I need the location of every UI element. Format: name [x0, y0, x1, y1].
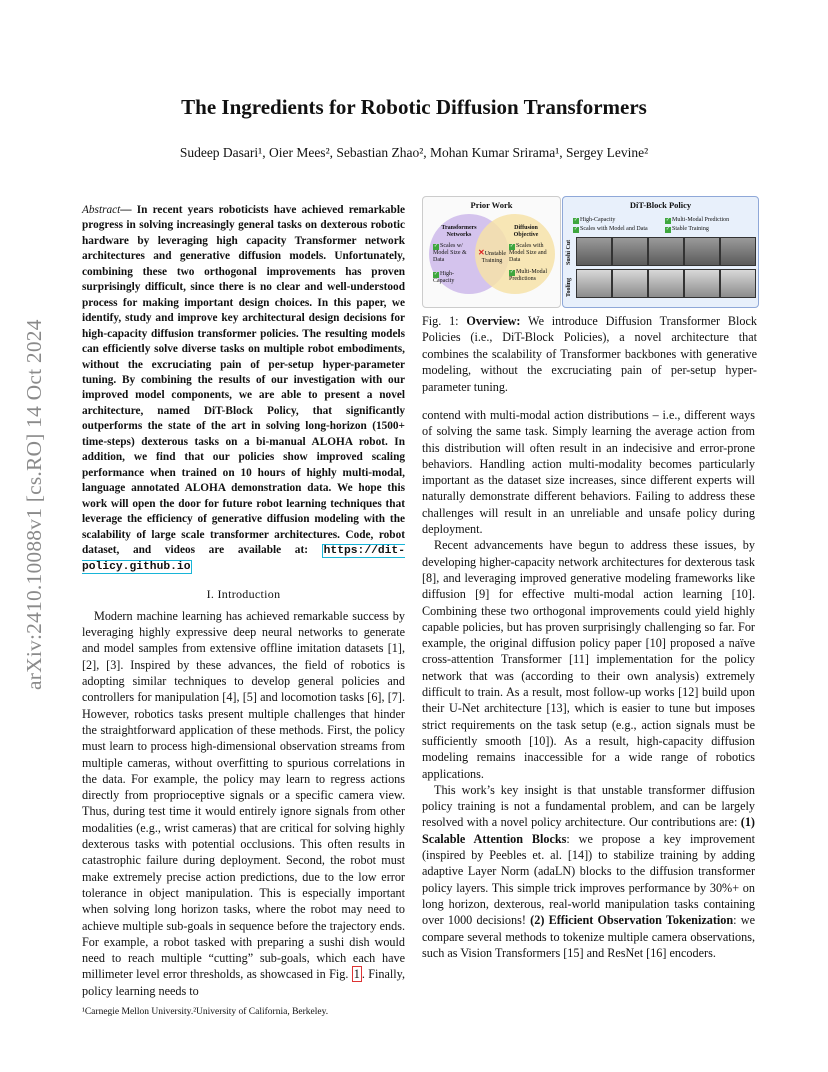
- check-icon: ✓: [433, 272, 439, 277]
- check-icon: ✓: [509, 244, 515, 249]
- diffusion-item: ✓ Scales with Model Size and Data: [509, 243, 547, 263]
- section-heading-introduction: I. Introduction: [206, 586, 281, 601]
- unstable-training: ✕Unstable Training: [477, 248, 507, 264]
- robot-photo: [612, 269, 648, 298]
- right-paragraph: contend with multi-modal action distributions – i.e., different ways of solving the same task. Simply learning the average action from this distribution will often result in an indecisive and error-prone behaviors. Handling action multi-modality becomes particularly important as the dataset size increases, since different experts will naturally demonstrate different behaviors. Failing to address these challenges will result in an unreliable and unsafe policy during deployment.: [422, 408, 755, 537]
- figure-ref-link[interactable]: 1: [353, 967, 360, 982]
- transformers-item: ✓ High-Capacity: [433, 271, 455, 284]
- robot-photo: [576, 237, 612, 266]
- arxiv-stamp: arXiv:2410.10088v1 [cs.RO] 14 Oct 2024: [22, 319, 46, 690]
- robot-photo: [612, 237, 648, 266]
- robot-photo: [648, 237, 684, 266]
- robot-photo: [684, 237, 720, 266]
- dit-block-title: DiT-Block Policy: [629, 200, 692, 210]
- author-list: Sudeep Dasari¹, Oier Mees², Sebastian Zhao², Mohan Kumar Srirama¹, Sergey Levine²: [179, 145, 649, 160]
- right-column: [422, 407, 755, 961]
- intro-paragraph-end: . Finally, policy learning needs to: [82, 967, 406, 998]
- figure-caption: Fig. 1: Overview: We introduce Diffusion Transformer Block Policies (i.e., DiT-Block Policies), a novel architecture that combines the scalability of Transformer backbones with generative modeling, without the excruciating pain of per-setup hyper-parameter tuning.: [422, 314, 757, 394]
- x-icon: ✕: [477, 248, 485, 257]
- abstract-label: Abstract: [82, 204, 121, 216]
- affiliation-footnote: ¹Carnegie Mellon University.²University of California, Berkeley.: [82, 1007, 329, 1017]
- transformers-label: Transformers Networks: [441, 225, 477, 238]
- prior-work-panel: [422, 196, 561, 308]
- robot-photo: [648, 269, 684, 298]
- dit-feature: ✓ High-Capacity: [573, 217, 616, 223]
- transformers-item: ✓ Scales w/ Model Size & Data: [433, 243, 467, 263]
- dit-block-panel: [562, 196, 759, 308]
- robot-photo: [684, 269, 720, 298]
- robot-photo: [720, 269, 756, 298]
- intro-paragraph: Modern machine learning has achieved remarkable success by leveraging highly expressive deep neural networks to generate and model samples from extensive offline imitation datasets [1], [2], [3]. Inspired by these advances, the field of robotics is adopting similar techniques to develop general policies and controllers for manipulation [4], [5] and locomotion tasks [6], [7]. However, robotics tasks present multiple challenges that hinder the straightforward application of these methods. First, the policy must learn to process high-dimensional observation streams from multiple cameras, without overfitting to spurious correlations in the data. For example, the policy may learn to regress actions directly from proprioceptive signals or a specific camera view. Thus, during test time it would entirely ignore signals from other modalities (e.g., wrist cameras) that are critical for solving highly dexterous tasks with potential occlusions. This often results in catastrophic failure during deployment. Second, the robot must make extremely precise action predictions, due to the low error tolerance in object manipulation. This is especially important when solving long horizon tasks, where the robot may need to achieve multiple sub-goals in sequence before the trajectory ends. For example, a robot tasked with preparing a sushi dish would need to reach multiple “cutting” sub-goals, which each have millimeter level error thresholds, as showcased in Fig.: [82, 608, 405, 982]
- row-label-tooling: Tooling: [566, 277, 572, 297]
- dit-feature: ✓ Stable Training: [665, 226, 709, 232]
- project-url-link[interactable]: https://dit-policy.github.io: [82, 544, 405, 574]
- row-label-sushi: Sushi Cut: [566, 239, 572, 265]
- dit-feature: ✓ Multi-Modal Prediction: [665, 217, 730, 223]
- robot-photo: [720, 237, 756, 266]
- right-paragraph: Recent advancements have begun to address these issues, by developing higher-capacity network architectures for dexterous task [8], and leveraging improved generative modeling frameworks like diffusion [9] for effective multi-modal action learning [10]. Combining these two orthogonal improvements could yield highly capable policies, but has proven surprisingly challenging so far. For example, the original diffusion policy paper [10] proposed a naïve cross-attention Transformer [11] implementation for the policy network that was (according to their own analysis) extremely difficult to train. As a result, most follow-up works [12] build upon their U-Net architecture [13], which is easier to tune but imposes strict requirements on the task setup (e.g., action signals must be sufficiently smooth [10]). As a result, high-capacity diffusion modeling remains inaccessible for a wide range of robotics applications.: [422, 538, 755, 781]
- check-icon: ✓: [665, 218, 671, 223]
- paper-title: The Ingredients for Robotic Diffusion Transformers: [181, 95, 647, 119]
- prior-work-title: Prior Work: [470, 200, 513, 210]
- check-icon: ✓: [573, 218, 579, 223]
- check-icon: ✓: [573, 227, 579, 232]
- intro-left-text: [82, 608, 405, 999]
- abstract: [82, 203, 405, 576]
- robot-photo: [576, 269, 612, 298]
- diffusion-item: ✓ Multi-Modal Predictions: [509, 269, 547, 282]
- check-icon: ✓: [433, 244, 439, 249]
- contributions-paragraph: This work’s key insight is that unstable transformer diffusion policy training is not a fundamental problem, and can be largely resolved with a novel policy architecture. Our contributions are: (1) Scalable Attention Blocks: we propose a key improvement (inspired by Peebles et. al. [14]) to stabilize training by adding adaptive Layer Norm (adaLN) blocks to the diffusion transformer policy layers. This simple trick improves performance by 30%+ on long horizon, dexterous, real-world manipulation tasks containing over 1000 decisions! (2) Efficient Observation Tokenization: we compare several methods to tokenize multiple camera observations, such as Vision Transformers [15] and ResNet [16] encoders.: [422, 782, 755, 960]
- dit-feature: ✓ Scales with Model and Data: [573, 226, 648, 232]
- check-icon: ✓: [665, 227, 671, 232]
- abstract-text: — In recent years roboticists have achieved remarkable progress in solving increasingly general tasks on dexterous robotic hardware by leveraging high capacity Transformer network architectures and generative diffusion models. Unfortunately, combining these two orthogonal improvements has proven surprisingly difficult, since there is no clear and well-understood process for making important design choices. In this paper, we identify, study and improve key architectural design decisions for high-capacity diffusion transformer policies. The resulting models can efficiently solve diverse tasks on multiple robot embodiments, without the excruciating pain of per-setup hyper-parameter tuning. By combining the results of our investigation with our improved model components, we are able to present a novel architecture, named DiT-Block Policy, that significantly outperforms the state of the art in solving long-horizon (1500+ time-steps) dexterous tasks on a bi-manual ALOHA robot. In addition, we find that our policies show improved scaling performance when trained on 10 hours of highly multi-modal, language annotated ALOHA demonstration data. We hope this work will open the door for future robot learning techniques that leverage the efficiency of generative diffusion modeling with the scalability of large scale transformer architectures. Code, robot dataset, and videos are available at:: [82, 204, 405, 556]
- check-icon: ✓: [509, 270, 515, 275]
- figure-overview: [422, 196, 757, 306]
- left-column: [82, 203, 405, 999]
- diffusion-label: Diffusion Objective: [513, 225, 539, 238]
